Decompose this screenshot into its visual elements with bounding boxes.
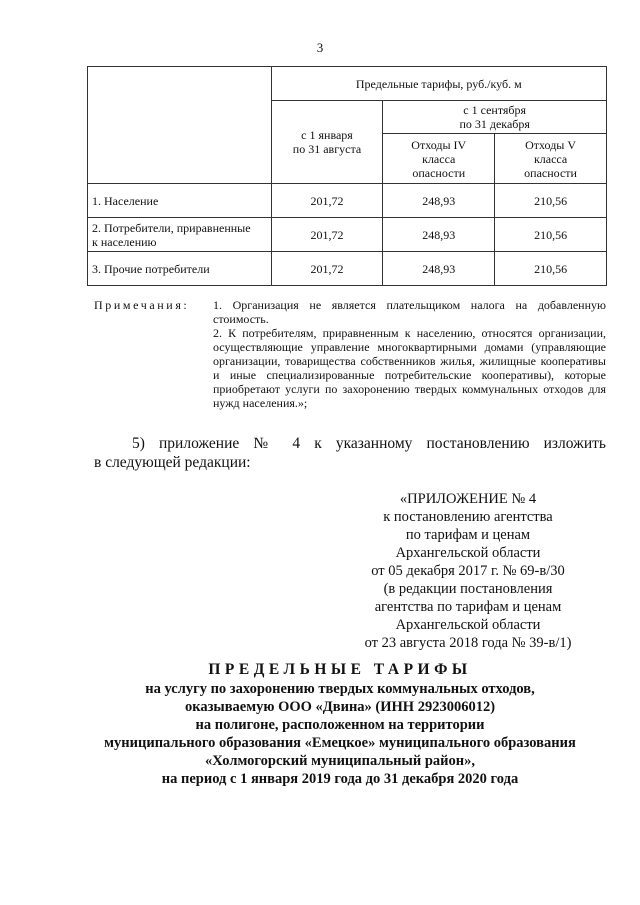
- note-item: 2. К потребителям, приравненным к населению, относятся организации, осуществляющие управление многоквартирными домами (управляющие организации, товарищества собственников жилья, жилищные кооперативы и иные специализированные потребительские кооперативы), которые приобретают услуги по захоронению твердых коммунальных отходов для нужд населения.»;: [213, 326, 606, 410]
- cell-value: 201,72: [271, 252, 383, 286]
- col-v-line3: опасности: [524, 165, 577, 180]
- row-label-line2: к населению: [92, 234, 157, 249]
- period2-line2: по 31 декабря: [459, 117, 530, 131]
- cell-value: 248,93: [383, 184, 495, 218]
- cell-value: 210,56: [495, 184, 607, 218]
- page-number: 3: [316, 40, 324, 55]
- row-label: [88, 218, 272, 252]
- paragraph-line1: 5) приложение № 4 к указанному постановлению изложить: [132, 435, 606, 452]
- cell-value: 201,72: [271, 184, 383, 218]
- note-item: 1. Организация не является плательщиком налога на добавленную стоимость.: [213, 298, 606, 326]
- cell-value: 210,56: [495, 252, 607, 286]
- table-corner-cell: [88, 67, 272, 184]
- title-heading: ПРЕДЕЛЬНЫЕ ТАРИФЫ: [208, 661, 472, 678]
- appendix-line: по тарифам и ценам: [405, 527, 531, 543]
- appendix-line: агентства по тарифам и ценам: [374, 599, 562, 615]
- col-iv-header: [383, 134, 495, 184]
- notes-body: [213, 298, 606, 410]
- appendix-line: (в редакции постановления: [383, 581, 553, 597]
- notes-label: Примечания:: [94, 298, 190, 312]
- row-label: 1. Население: [88, 184, 272, 218]
- appendix-line: Архангельской области: [395, 545, 541, 561]
- appendix-line: «ПРИЛОЖЕНИЕ № 4: [399, 491, 537, 507]
- period1-header: [271, 101, 383, 184]
- col-v-header: [495, 134, 607, 184]
- notes: [94, 298, 606, 410]
- paragraph-line2: в следующей редакции:: [94, 454, 251, 471]
- appendix-line: к постановлению агентства: [383, 509, 553, 525]
- cell-value: 201,72: [271, 218, 383, 252]
- appendix-line: Архангельской области: [395, 617, 541, 633]
- document-title: [60, 660, 620, 788]
- title-line: на услугу по захоронению твердых коммунальных отходов,: [145, 681, 535, 697]
- tariff-table: [87, 66, 607, 286]
- period2-header: [383, 101, 607, 134]
- cell-value: 248,93: [383, 252, 495, 286]
- appendix-block: [340, 490, 596, 652]
- period1-line1: с 1 января: [301, 128, 353, 142]
- paragraph: [94, 434, 606, 472]
- title-line: на полигоне, расположенном на территории: [195, 717, 485, 733]
- period1-line2: по 31 августа: [292, 142, 362, 156]
- table-row: [88, 252, 607, 286]
- table-row: [88, 184, 607, 218]
- row-label: 3. Прочие потребители: [88, 252, 272, 286]
- cell-value: 210,56: [495, 218, 607, 252]
- cell-value: 248,93: [383, 218, 495, 252]
- title-line: «Холмогорский муниципальный район»,: [205, 753, 475, 769]
- col-v-line2: класса: [533, 151, 568, 166]
- table-header-main: Предельные тарифы, руб./куб. м: [271, 67, 606, 101]
- table-row: [88, 218, 607, 252]
- appendix-line: от 05 декабря 2017 г. № 69-в/30: [371, 563, 565, 579]
- title-line: на период с 1 января 2019 года до 31 декабря 2020 года: [161, 771, 519, 787]
- row-label-line1: 2. Потребители, приравненные: [92, 220, 251, 235]
- col-iv-line1: Отходы IV: [411, 137, 467, 152]
- title-line: муниципального образования «Емецкое» муниципального образования: [104, 735, 576, 751]
- period2-line1: с 1 сентября: [463, 103, 527, 117]
- col-v-line1: Отходы V: [525, 137, 577, 152]
- col-iv-line2: класса: [422, 151, 456, 166]
- col-iv-line3: опасности: [412, 165, 466, 180]
- appendix-line: от 23 августа 2018 года № 39-в/1): [364, 635, 572, 651]
- title-line: оказываемую ООО «Двина» (ИНН 2923006012): [184, 699, 496, 715]
